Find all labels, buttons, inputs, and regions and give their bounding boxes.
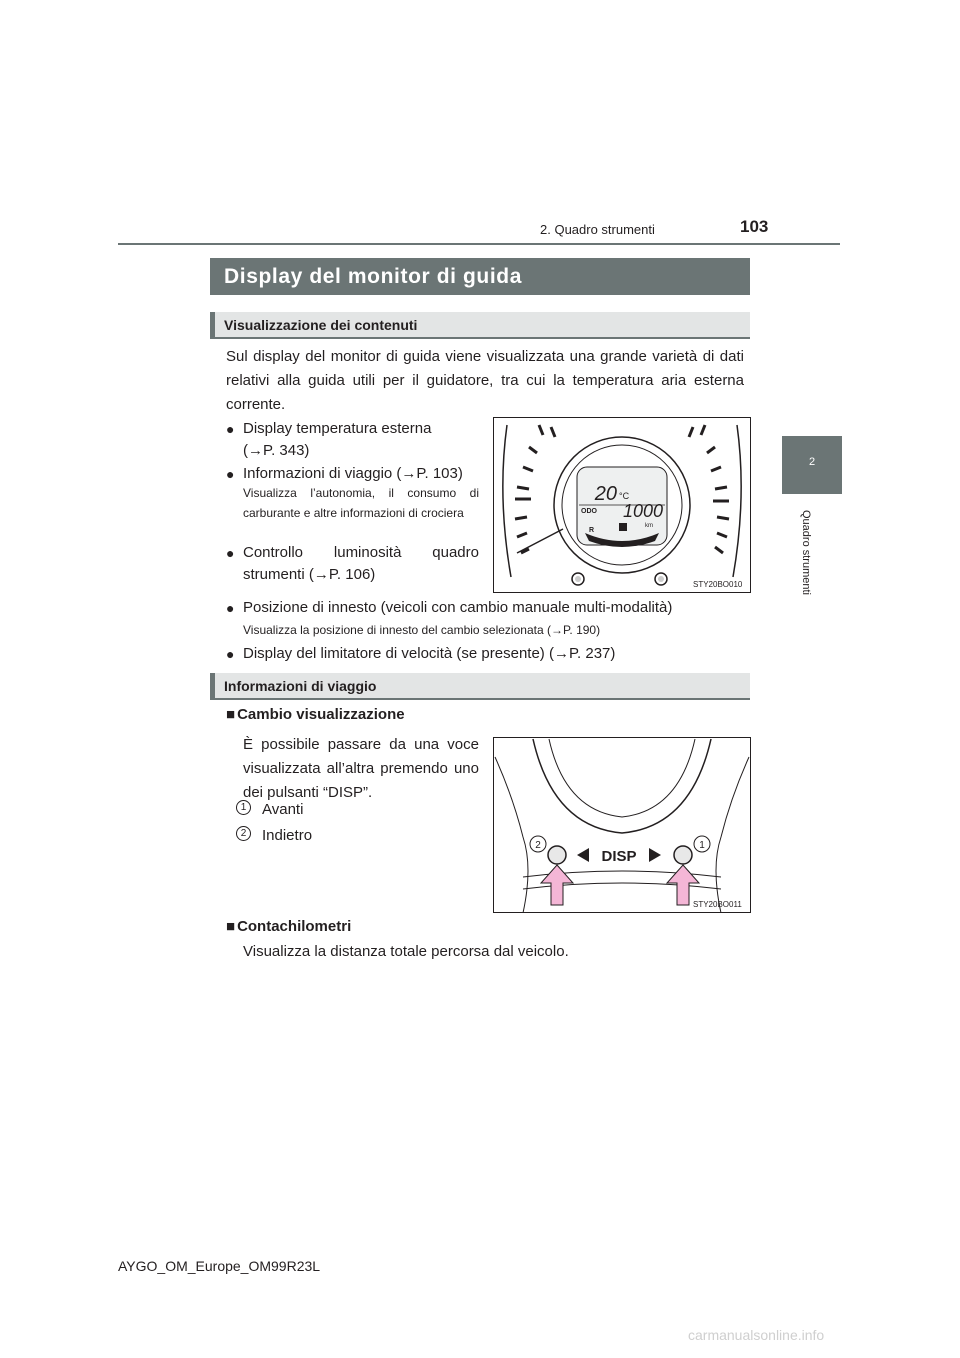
callout-number: 2 [535, 840, 541, 851]
chapter-tab-label: Quadro strumenti [800, 510, 812, 595]
page-title: Display del monitor di guida [210, 258, 750, 295]
header-divider [118, 243, 840, 245]
page-number: 103 [740, 217, 769, 236]
list-item: ● Posizione di innesto (veicoli con cambio manuale multi-modalità) [226, 599, 673, 616]
subheading-display-change: ■ Cambio visualizzazione [226, 706, 405, 723]
figure-code: STY20BO010 [693, 580, 743, 589]
subheading-odometer: ■ Contachilometri [226, 918, 352, 935]
odometer-text: Visualizza la distanza totale percorsa dal veicolo. [243, 943, 569, 960]
chapter-number: 2 [808, 456, 816, 468]
step-number: 1 [236, 800, 251, 815]
section-heading-contents: Visualizzazione dei contenuti [210, 312, 750, 339]
odo-readout: 1000 [622, 501, 663, 521]
callout-number: 1 [699, 840, 705, 851]
list-item: ● Informazioni di viaggio (→P. 103) [226, 465, 463, 482]
gear-indicator: R [589, 527, 595, 534]
step-label-back: Indietro [262, 827, 313, 844]
intro-paragraph: Sul display del monitor di guida viene visualizzata una grande varietà di dati relativi alla guida utili per il guidatore, tra cui la temperatura aria esterna corrente. [226, 348, 744, 413]
list-note: Visualizza l’autonomia, il consumo di carburante e altre informazioni di crociera [243, 486, 479, 520]
watermark: carmanualsonline.info [688, 1327, 825, 1343]
list-item: ● Display temperatura esterna (→P. 343) [226, 420, 432, 459]
section-heading-trip: Informazioni di viaggio [210, 673, 750, 700]
disp-forward-button [674, 846, 692, 864]
step-label-forward: Avanti [262, 801, 304, 818]
temp-unit: °C [619, 491, 630, 501]
chapter-tab [782, 436, 842, 494]
temp-readout: 20 [594, 483, 617, 505]
header-section-title: 2. Quadro strumenti [540, 222, 655, 237]
instrument-cluster-illustration [493, 417, 751, 593]
disp-back-button [548, 846, 566, 864]
list-item: ● Display del limitatore di velocità (se presente) (→P. 237) [226, 645, 616, 662]
odo-unit: km [645, 523, 653, 529]
odo-label: ODO [581, 508, 597, 515]
list-note: Visualizza la posizione di innesto del cambio selezionata (→P. 190) [243, 623, 601, 637]
list-item: ● Controllo luminosità quadro strumenti (→P. 106) [226, 544, 479, 583]
disp-label: DISP [601, 848, 637, 865]
footer-doc-id: AYGO_OM_Europe_OM99R23L [118, 1258, 321, 1274]
disp-buttons-illustration [493, 737, 751, 913]
figure-code: STY20BO011 [693, 900, 742, 909]
fuel-icon [619, 523, 627, 531]
display-change-text: È possibile passare da una voce visualizzata all’altra premendo uno dei pulsanti “DISP”. [243, 736, 479, 801]
step-number: 2 [236, 826, 251, 841]
